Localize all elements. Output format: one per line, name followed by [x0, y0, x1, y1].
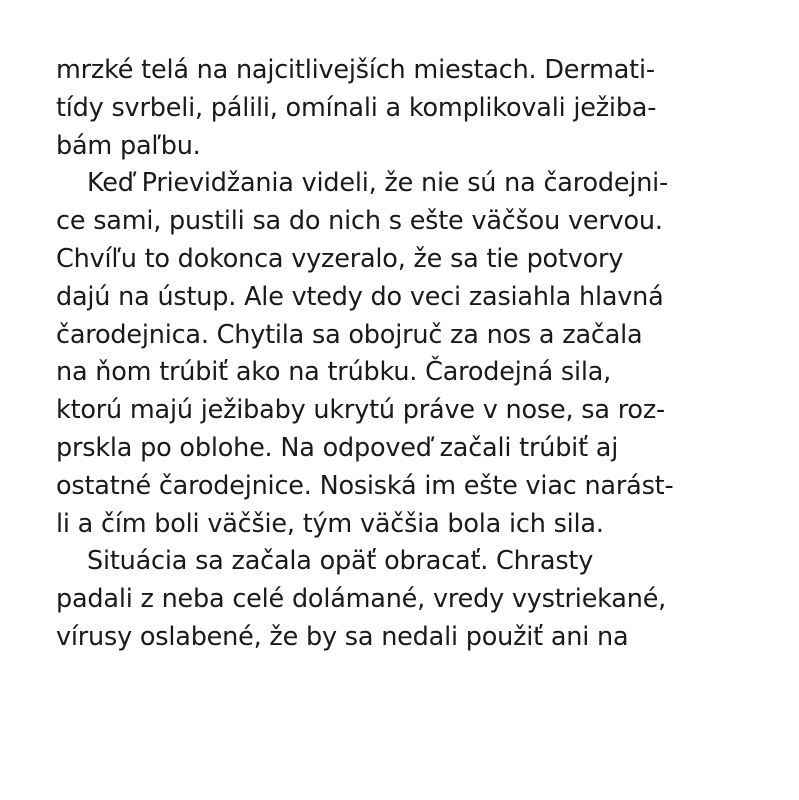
- text-line: padali z neba celé dolámané, vredy vystriekané,: [56, 584, 667, 615]
- text-line: ostatné čarodejnice. Nosiská im ešte viac narást-: [56, 470, 674, 501]
- paragraph-first-line: Situácia sa začala opäť obracať. Chrasty: [87, 546, 594, 577]
- text-line: ktorú majú ježibaby ukrytú práve v nose, sa roz-: [56, 395, 665, 426]
- book-page-text: [56, 52, 756, 657]
- text-line: mrzké telá na najcitlivejších miestach. Dermati-: [56, 55, 655, 85]
- text-line: čarodejnica. Chytila sa obojruč za nos a začala: [56, 319, 643, 350]
- paragraph-first-line: Keď Prievidžania videli, že nie sú na čarodejni-: [87, 168, 669, 199]
- text-line: dajú na ústup. Ale vtedy do veci zasiahla hlavná: [56, 281, 664, 312]
- text-line: tídy svrbeli, pálili, omínali a komplikovali ježiba-: [56, 92, 657, 123]
- text-line: na ňom trúbiť ako na trúbku. Čarodejná sila,: [56, 357, 612, 388]
- text-line: vírusy oslabené, že by sa nedali použiť ani na: [56, 621, 629, 652]
- text-line: ce sami, pustili sa do nich s ešte väčšou vervou.: [56, 206, 663, 237]
- text-line: li a čím boli väčšie, tým väčšia bola ich sila.: [56, 508, 604, 539]
- text-line: bám paľbu.: [56, 130, 201, 161]
- text-line: Chvíľu to dokonca vyzeralo, že sa tie potvory: [56, 243, 624, 274]
- text-line: prskla po oblohe. Na odpoveď začali trúbiť aj: [56, 432, 619, 463]
